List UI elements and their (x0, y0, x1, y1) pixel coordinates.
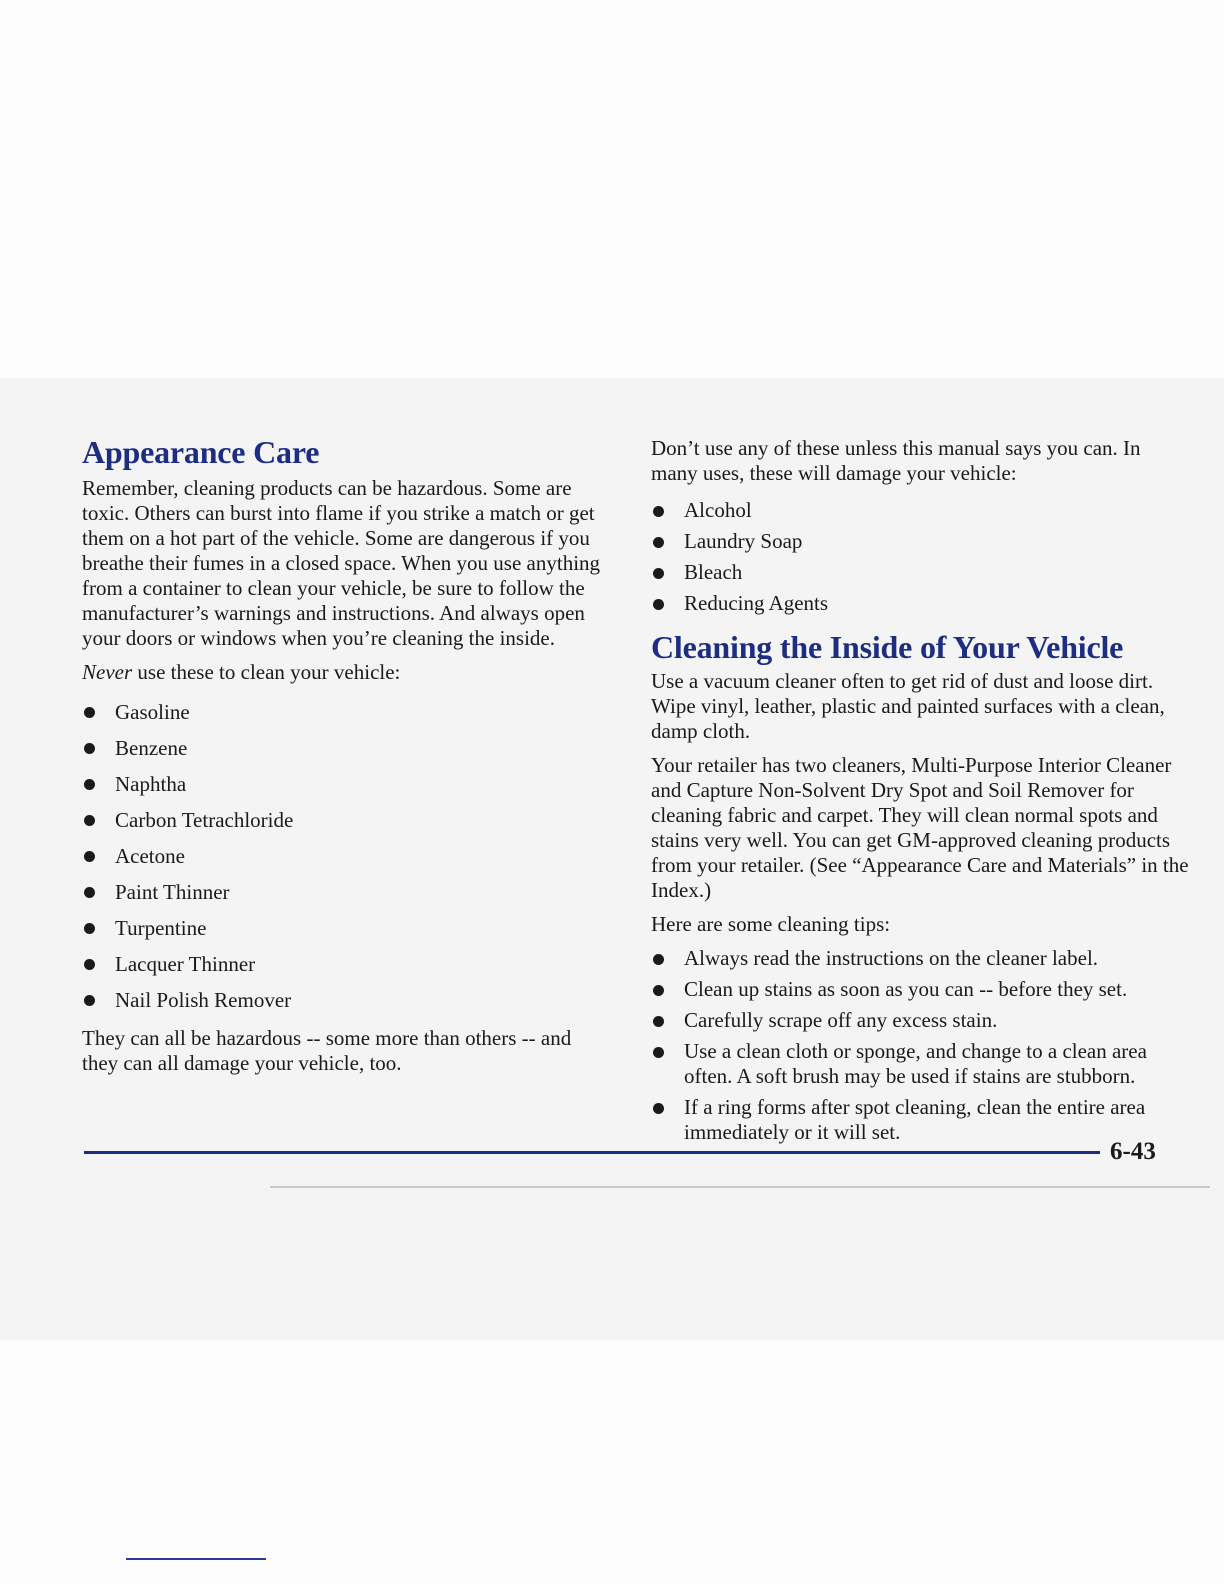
bullet-icon (84, 959, 95, 970)
list-item: Clean up stains as soon as you can -- before they set. (651, 977, 1191, 1002)
list-item: If a ring forms after spot cleaning, clean the entire area immediately or it will set. (651, 1095, 1191, 1145)
footer-rule (84, 1151, 1100, 1154)
bullet-icon (653, 1103, 664, 1114)
list-item: Acetone (82, 838, 612, 874)
list-item: Laundry Soap (651, 526, 1191, 557)
scan-artifact-line (270, 1186, 1210, 1188)
list-item: Reducing Agents (651, 588, 1191, 619)
page-number: 6-43 (1110, 1138, 1156, 1165)
bullet-icon (653, 1016, 664, 1027)
avoid-list (651, 495, 1191, 619)
right-column (651, 436, 1191, 1153)
list-item: Always read the instructions on the cleaner label. (651, 946, 1191, 971)
never-word: Never (82, 660, 133, 684)
bullet-icon (653, 568, 664, 579)
list-item: Turpentine (82, 910, 612, 946)
closing-paragraph: They can all be hazardous -- some more than others -- and they can all damage your vehicle, too. (82, 1026, 572, 1075)
section-heading-cleaning-inside: Cleaning the Inside of Your Vehicle (651, 629, 1124, 665)
bullet-icon (653, 506, 664, 517)
list-item: Bleach (651, 557, 1191, 588)
avoid-intro-paragraph: Don’t use any of these unless this manual says you can. In many uses, these will damage your vehicle: (651, 436, 1141, 485)
bullet-icon (84, 923, 95, 934)
list-item: Nail Polish Remover (82, 982, 612, 1018)
bottom-divider (126, 1558, 266, 1560)
list-item: Alcohol (651, 495, 1191, 526)
never-paragraph (82, 660, 612, 685)
never-list (82, 694, 612, 1018)
section-heading-appearance-care: Appearance Care (82, 434, 320, 470)
never-rest: use these to clean your vehicle: (132, 660, 401, 684)
list-item: Use a clean cloth or sponge, and change to a clean area often. A soft brush may be used if stains are stubborn. (651, 1039, 1191, 1089)
bullet-icon (84, 995, 95, 1006)
retailer-paragraph: Your retailer has two cleaners, Multi-Purpose Interior Cleaner and Capture Non-Solvent Dry Spot and Soil Remover for cleaning fabric and carpet. They will clean normal spots and stains very well. You can get GM-approved cleaning products from your retailer. (See “Appearance Care and Materials” in the Index.) (651, 753, 1189, 902)
bullet-icon (653, 954, 664, 965)
bullet-icon (84, 815, 95, 826)
list-item: Lacquer Thinner (82, 946, 612, 982)
list-item: Gasoline (82, 694, 612, 730)
bullet-icon (84, 743, 95, 754)
bullet-icon (84, 851, 95, 862)
tips-intro: Here are some cleaning tips: (651, 912, 891, 936)
bullet-icon (653, 985, 664, 996)
bullet-icon (84, 779, 95, 790)
bullet-icon (84, 887, 95, 898)
tips-list (651, 946, 1191, 1145)
list-item: Paint Thinner (82, 874, 612, 910)
list-item: Carefully scrape off any excess stain. (651, 1008, 1191, 1033)
list-item: Naphtha (82, 766, 612, 802)
left-column (82, 432, 612, 1085)
bullet-icon (653, 599, 664, 610)
bullet-icon (653, 1047, 664, 1058)
bullet-icon (653, 537, 664, 548)
bullet-icon (84, 707, 95, 718)
list-item: Carbon Tetrachloride (82, 802, 612, 838)
intro-paragraph: Remember, cleaning products can be hazardous. Some are toxic. Others can burst into flame if you strike a match or get them on a hot part of the vehicle. Some are dangerous if you breathe their fumes in a closed space. When you use anything from a container to clean your vehicle, be sure to follow the manufacturer’s warnings and instructions. And always open your doors or windows when you’re cleaning the inside. (82, 476, 601, 650)
list-item: Benzene (82, 730, 612, 766)
vacuum-paragraph: Use a vacuum cleaner often to get rid of dust and loose dirt. Wipe vinyl, leather, plastic and painted surfaces with a clean, damp cloth. (651, 669, 1165, 743)
